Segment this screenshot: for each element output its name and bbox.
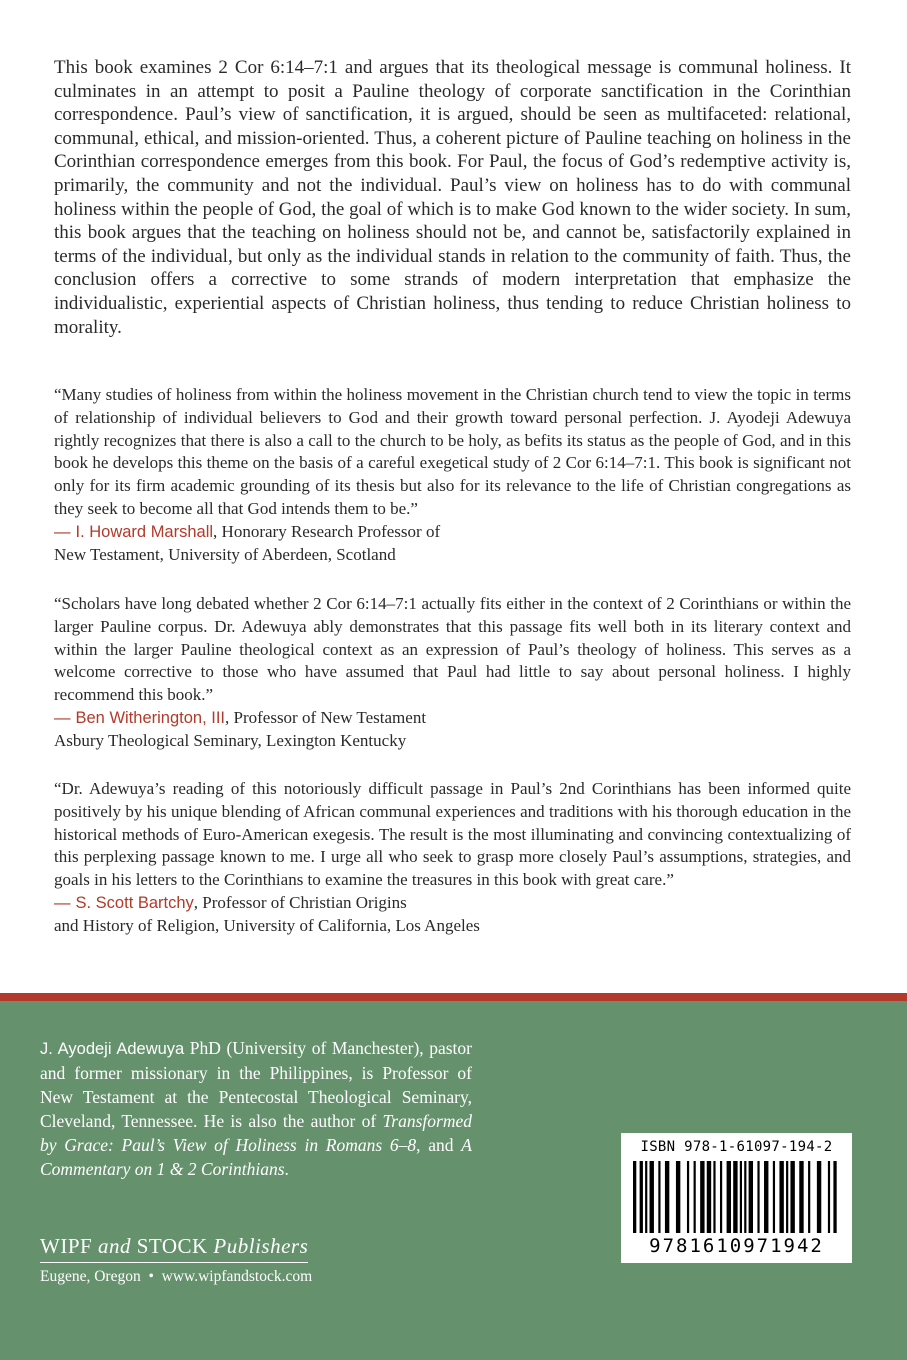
endorsement-text: “Scholars have long debated whether 2 Cor 6:14–7:1 actually fits either in the context of 2 Corinthians or within the larger Pauline corpus. Dr. Adewuya ably demonstrates that this passage fits well both in its literary context and within the larger Pauline theological context as an expression of Paul’s theology of holiness. This serves as a welcome corrective to those who have assumed that Paul had little to say about personal holiness. I highly recommend this book.” [54,594,851,705]
barcode-bar [808,1161,810,1233]
barcode-bar [833,1161,836,1233]
barcode-bar [773,1161,775,1233]
barcode-bar [727,1161,731,1233]
barcode-bar [645,1161,647,1233]
isbn-label: ISBN 978-1-61097-194-2 [640,1139,833,1155]
barcode-bar [640,1161,643,1233]
endorser-name: S. Scott Bartchy [75,893,194,912]
barcode-bar [720,1161,722,1233]
barcode-bar [687,1161,689,1233]
publisher-name-part: WIPF [40,1234,98,1258]
endorsement-attribution [54,521,851,544]
book-title-commentary: A Commentary on 1 & 2 Corinthians [40,1135,472,1179]
endorser-affiliation: Asbury Theological Seminary, Lexington Kentucky [54,730,407,750]
endorsement-bartchy [54,778,851,938]
publisher-name-part: and [97,1234,131,1258]
barcode-bar [713,1161,715,1233]
barcode-bar [707,1161,711,1233]
ean-digits: 9781610971942 [649,1235,824,1257]
barcode-bar [757,1161,759,1233]
author-bio-text: , and [416,1135,462,1155]
endorsement-witherington [54,593,851,753]
endorser-affiliation: and History of Religion, University of California, Los Angeles [54,915,480,935]
barcode-bar [790,1161,794,1233]
endorsement-text: “Many studies of holiness from within the holiness movement in the Christian church tend to view the topic in terms of relationship of individual believers to God and their growth toward personal perfection. J. Ayodeji Adewuya rightly recognizes that there is also a call to the church to be holy, as befits its status as the people of God, and in this book he develops this theme on the basis of a careful exegetical study of 2 Cor 6:14–7:1. This book is significant not only for its firm academic grounding of its thesis but also for its relevance to the life of Christian congregations as they seek to become all that God intends them to be.” [54,385,851,518]
publisher-block [40,1232,312,1289]
barcode-bar [700,1161,704,1233]
endorser-name: I. Howard Marshall [75,522,214,541]
attribution-dash: — [54,708,71,727]
book-description: This book examines 2 Cor 6:14–7:1 and argues that its theological message is communal holiness. It culminates in an attempt to posit a Pauline theology of corporate sanctification in the Corinthian correspondence. Paul’s view of sanctification, it is argued, should be seen as multifaceted: relational, communal, ethical, and mission-oriented. Thus, a coherent picture of Pauline teaching on holiness in the Corinthian correspondence emerges from this book. For Paul, the focus of God’s redemptive activity is, primarily, the community and not the individual. Paul’s view on holiness has to do with communal holiness within the people of God, the goal of which is to make God known to the wider society. In sum, this book argues that the teaching on holiness should not be, and cannot be, satisfactorily explained in terms of the individual, but only as the individual stands in relation to the community of faith. Thus, the conclusion offers a corrective to some strands of modern interpretation that emphasize the individualistic, experiential aspects of Christian holiness, thus tending to reduce Christian holiness to morality. [54,57,851,338]
barcode-bar [650,1161,654,1233]
barcode-bar [744,1161,746,1233]
barcode-bar [779,1161,783,1233]
author-bio-text: . [284,1159,289,1179]
publisher-name-part: STOCK [130,1234,214,1258]
endorser-affiliation: New Testament, University of Aberdeen, Scotland [54,544,396,564]
barcode-bar [799,1161,803,1233]
endorsement-attribution [54,892,851,915]
author-bio-text: PhD (University of Manchester), pastor and former missionary in the Philippines, is Professor of New Testament at the Pentecostal Theological Seminary, Cleveland, Tennessee. He is also the author of [40,1038,472,1131]
barcode-bar [817,1161,821,1233]
endorser-title: , Honorary Research Professor of [213,521,441,541]
endorsement-attribution [54,707,851,730]
attribution-dash: — [54,893,71,912]
barcode-bar [740,1161,742,1233]
publisher-location: Eugene, Oregon • www.wipfandstock.com [40,1268,313,1285]
book-title-transformed: Transformed by Grace: Paul’s View of Holiness in Romans 6–8 [40,1111,472,1155]
barcode-bar [749,1161,753,1233]
endorser-name: Ben Witherington, III [75,708,225,727]
endorsement-text: “Dr. Adewuya’s reading of this notoriously difficult passage in Paul’s 2nd Corinthians has been informed quite positively by his unique blending of African communal experiences and traditions with his thorough education in the historical methods of Euro-American exegesis. The result is the most illuminating and convincing contextualizing of this perplexing passage known to me. I urge all who seek to grasp more closely Paul’s assumptions, strategies, and goals in his letters to the Corinthians to examine the treasures in this book with great care.” [54,779,851,890]
endorser-title: , Professor of New Testament [225,707,427,727]
author-bio [40,1036,472,1181]
publisher-name [40,1232,308,1263]
barcode-bar [658,1161,660,1233]
barcode-bar [733,1161,737,1233]
endorsement-marshall [54,384,851,566]
publisher-name-part: Publishers [213,1234,309,1258]
barcode-bar [665,1161,669,1233]
barcode-bars [631,1161,842,1233]
barcode-bar [676,1161,680,1233]
barcode-bar [786,1161,788,1233]
barcode [621,1133,852,1263]
endorser-title: , Professor of Christian Origins [193,892,407,912]
red-divider [0,993,907,1001]
barcode-bar [828,1161,830,1233]
author-name: J. Ayodeji Adewuya [40,1040,185,1058]
attribution-dash: — [54,522,71,541]
barcode-bar [633,1161,636,1233]
barcode-bar [694,1161,696,1233]
barcode-bar [764,1161,768,1233]
